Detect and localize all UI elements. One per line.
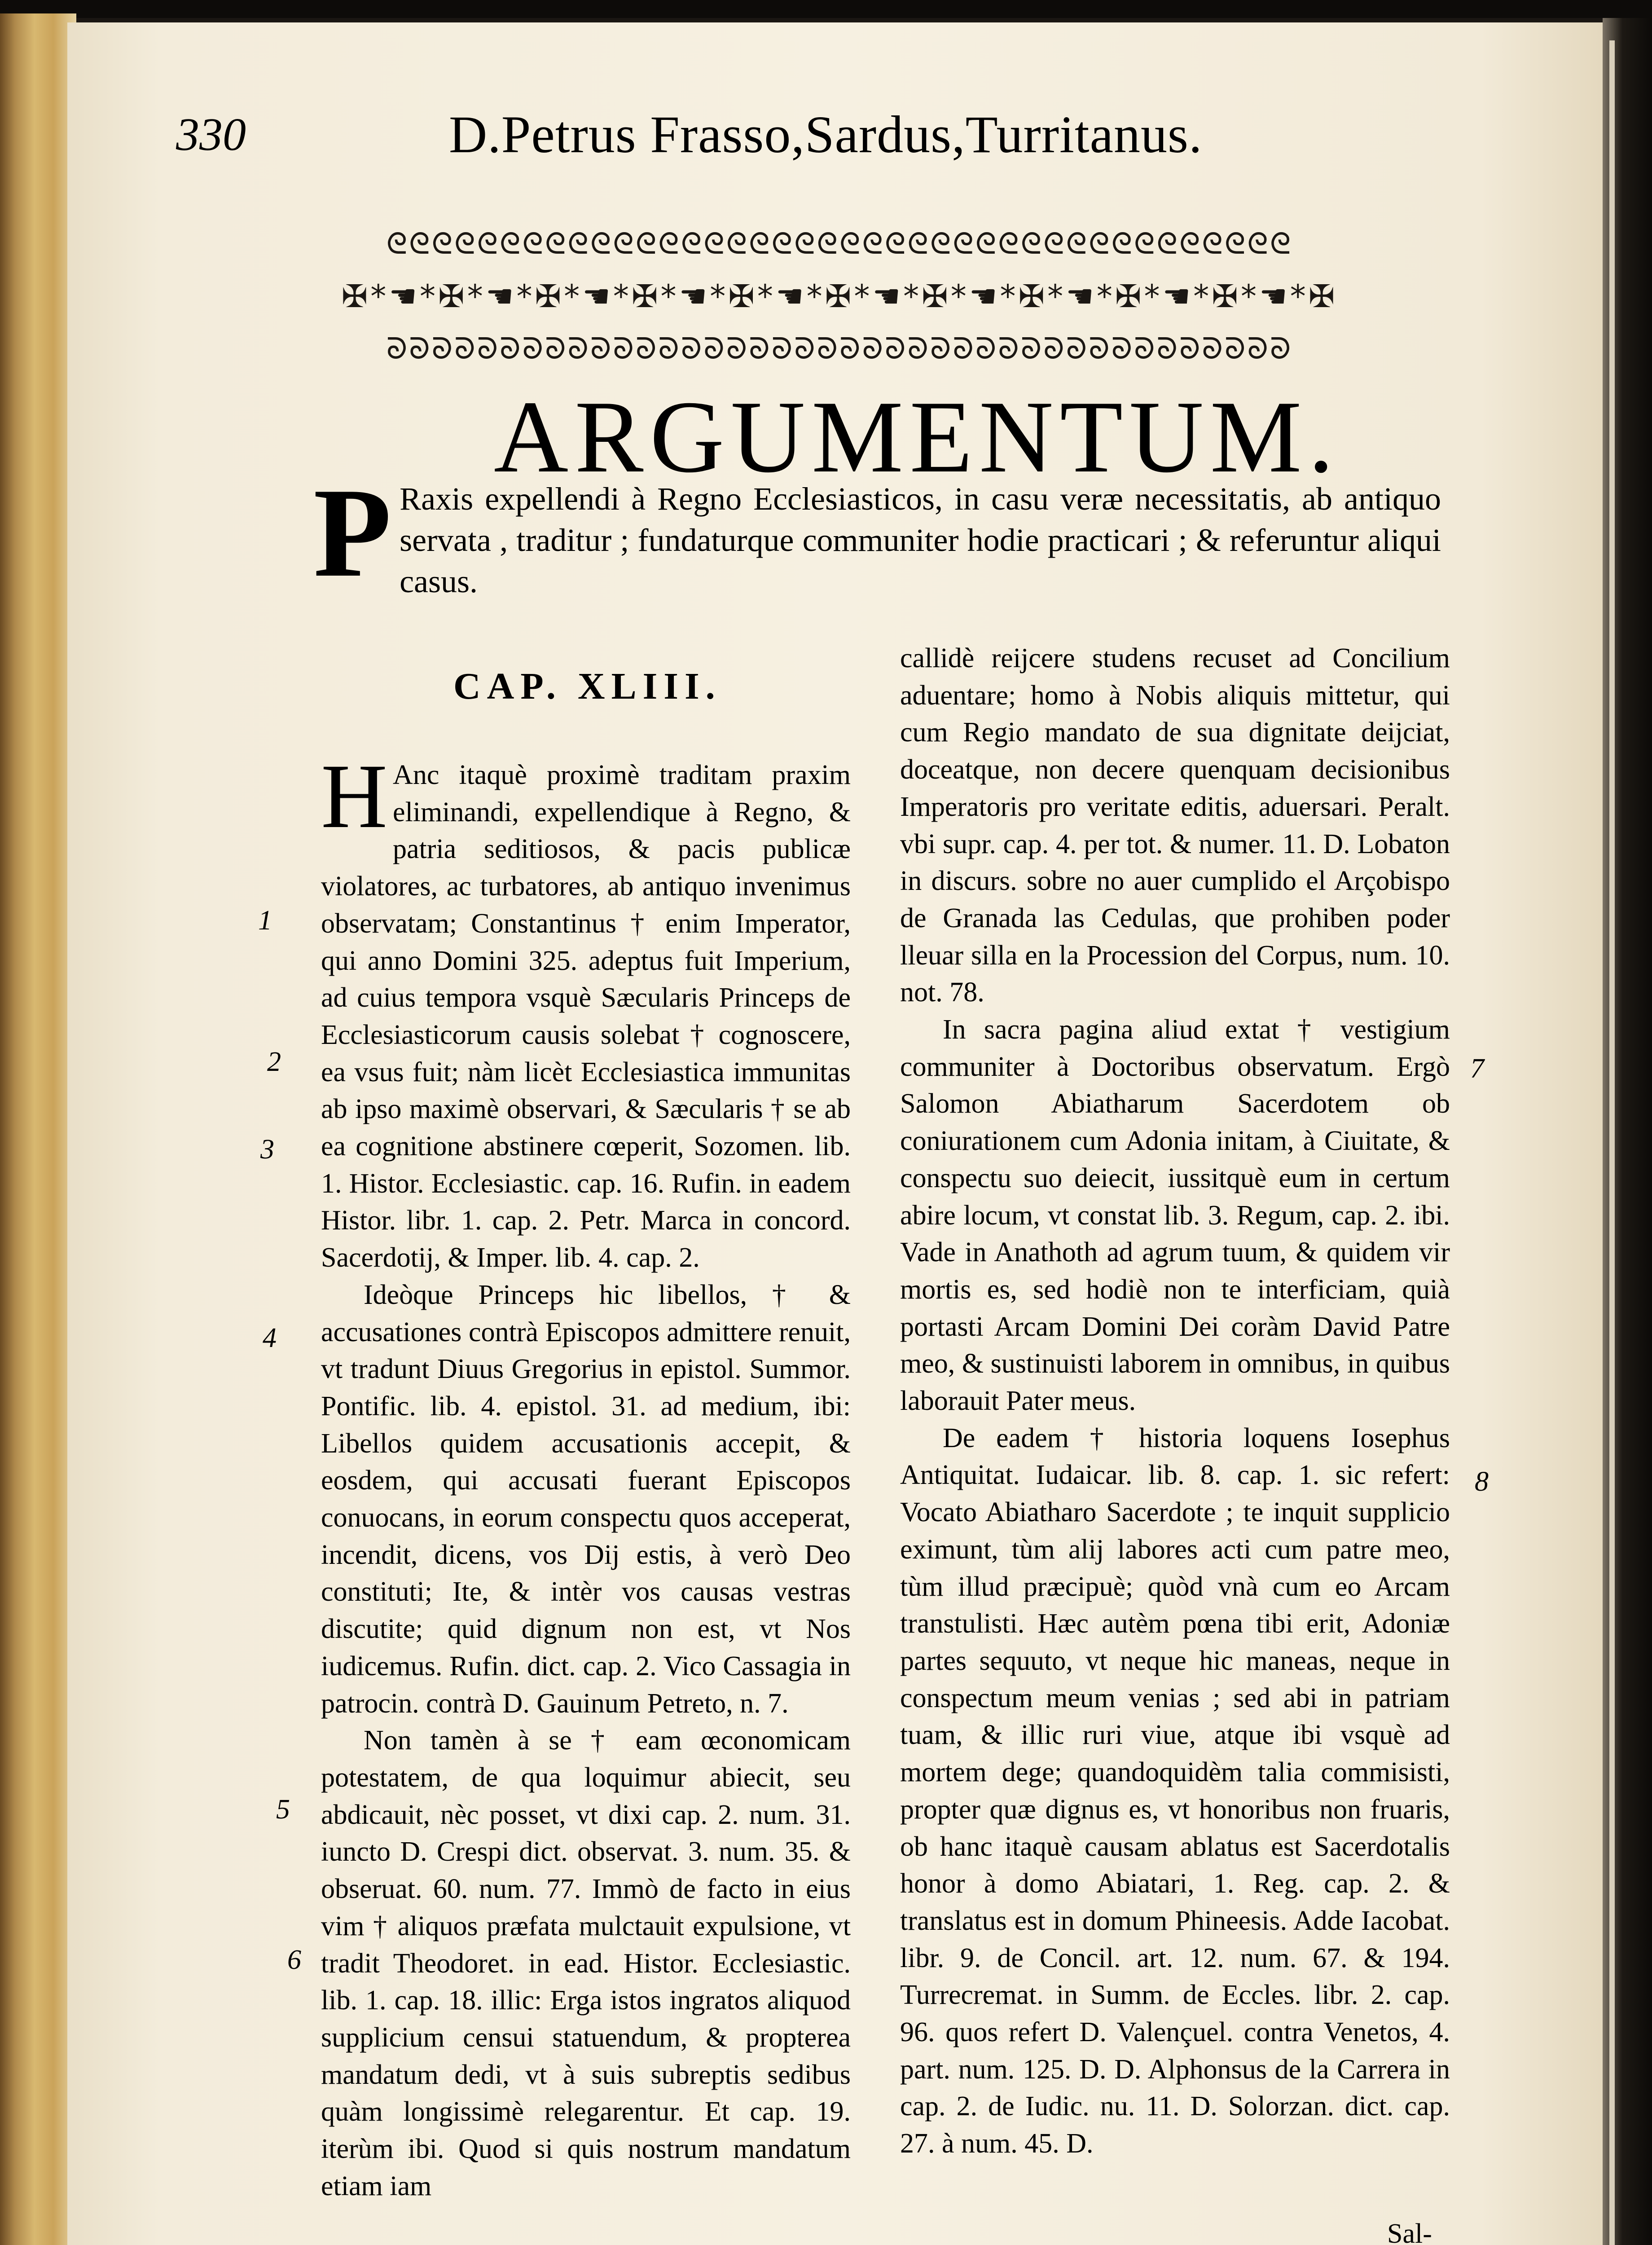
margin-number: 1: [258, 905, 272, 936]
argument-text: Raxis expellendi à Regno Ecclesiasticos, in casu veræ necessitatis, ab antiquo servata , traditur ; fundaturque communiter hodie practicari ; & referuntur aliqui casus.: [400, 481, 1441, 599]
ornament-row-middle: ✠*☚*✠*☚*✠*☚*✠*☚*✠*☚*✠*☚*✠*☚*✠*☚*✠*☚*✠*☚*✠: [341, 278, 1338, 315]
page-number: 330: [176, 109, 246, 160]
margin-number: 8: [1475, 1466, 1489, 1497]
right-paragraph-3: De eadem † historia loquens Iosephus Antiquitat. Iudaicar. lib. 8. cap. 1. sic refert: Vocato Abiatharo Sacerdote ; te inquit supplicio eximunt, tùm alij labores acti cum patre meo, tùm illud præcipuè; quòd vnà cum eo Arcam transtulisti. Hæc autèm pœna tibi erit, Adoniæ partes sequuto, vt neque hic maneas, neque in conspectum meum venias ; sed abi in patriam tuam, & illic ruri viue, atque ibi vsquè ad mortem dege; quandoquidèm talia commisisti, propter quæ dignus es, vt honoribus non fruaris, ob hanc itaquè causam ablatus est Sacerdotalis honor à domo Abiatari, 1. Reg. cap. 2. & translatus est in domum Phineesis. Adde Iacobat. libr. 9. de Concil. art. 12. num. 67. & 194. Turrecremat. in Summ. de Eccles. libr. 2. cap. 96. quos refert D. Valençuel. contra Venetos, 4. part. num. 125. D. D. Alphonsus de la Carrera in cap. 2. de Iudic. nu. 11. D. Solorzan. dict. cap. 27. à num. 45. D.: [900, 1422, 1450, 2159]
margin-number: 7: [1470, 1053, 1484, 1084]
argument-title: ARGUMENTUM.: [494, 379, 1340, 494]
printer-ornament-band: [242, 229, 1437, 364]
right-paragraph-1: callidè reijcere studens recuset ad Concilium aduentare; homo à Nobis aliquis mittetur, qui cum Regio mandato de sua dignitate deijciat, doceatque, non decere quenquam decisionibus Imperatoris pro veritate editis, aduersari. Peralt. vbi supr. cap. 4. per tot. & numer. 11. D. Lobaton in discurs. sobre no auer cumplido el Arçobispo de Granada las Cedulas, que prohiben poder lleuar silla en la Procession del Corpus, num. 10. not. 78.: [900, 643, 1450, 1008]
ornament-row-bottom: ᘐᘐᘐᘐᘐᘐᘐᘐᘐᘐᘐᘐᘐᘐᘐᘐᘐᘐᘐᘐᘐᘐᘐᘐᘐᘐᘐᘐᘐᘐᘐᘐᘐᘐᘐᘐᘐᘐᘐᘐ: [386, 331, 1293, 364]
left-paragraph-3: Non tamèn à se † eam œconomicam potestatem, de qua loquimur abiecit, seu abdicauit, nèc posset, vt dixi cap. 2. num. 31. iuncto D. Crespi dict. observat. 3. num. 35. & obseruat. 60. num. 77. Immò de facto in eius vim † aliquos præfata mulctauit expulsione, vt tradit Theodoret. in ead. Histor. Ecclesiastic. lib. 1. cap. 18. illic: Erga istos ingratos aliquod supplicium censui statuendum, & propterea mandatum dedi, vt à suis subreptis sedibus quàm longissimè relegarentur. Et cap. 19. iterùm ibi. Quod si quis nostrum mandatum etiam iam: [321, 1725, 851, 2201]
argument-drop-cap: P: [313, 462, 392, 603]
running-title: D.Petrus Frasso,Sardus,Turritanus.: [449, 105, 1203, 164]
margin-number: 5: [276, 1794, 290, 1825]
left-drop-cap: H: [321, 745, 388, 847]
argument-paragraph: [313, 462, 1441, 603]
margin-number: 6: [287, 1945, 301, 1975]
facing-page-edge: [1609, 40, 1615, 2245]
left-paragraph-2: Ideòque Princeps hic libellos, † & accusationes contrà Episcopos admittere renuit, vt tradunt Diuus Gregorius in epistol. Summor. Pontific. lib. 4. epistol. 31. ad medium, ibi: Libellos quidem accusationis accepit, & eosdem, qui accusati fuerant Episcopos conuocans, in eorum conspectu quos acceperat, incendit, dicens, vos Dij estis, à verò Deo constituti; Ite, & intèr vos causas vestras discutite; quid dignum non est, vt Nos iudicemus. Rufin. dict. cap. 2. Vico Cassagia in patrocin. contrà D. Gauinum Petreto, n. 7.: [321, 1279, 851, 1719]
chapter-heading: CAP. XLIII.: [453, 665, 721, 707]
right-column: [900, 640, 1450, 2162]
ornament-row-top: ᘓᘓᘓᘓᘓᘓᘓᘓᘓᘓᘓᘓᘓᘓᘓᘓᘓᘓᘓᘓᘓᘓᘓᘓᘓᘓᘓᘓᘓᘓᘓᘓᘓᘓᘓᘓᘓᘓᘓᘓ: [386, 229, 1293, 261]
margin-number: 2: [267, 1047, 281, 1077]
book-top-edge: [0, 0, 1652, 18]
catchword: Sal-: [1387, 2219, 1432, 2245]
left-column: [321, 745, 851, 2205]
right-paragraph-2: In sacra pagina aliud extat † vestigium communiter à Doctoribus observatum. Ergò Salomon Abiatharum Sacerdotem ob coniurationem cum Adonia initam, à Ciuitate, & conspectu suo deiecit, iussitquè eum in certum abire locum, vt constat lib. 3. Regum, cap. 2. ibi. Vade in Anathoth ad agrum tuum, & quidem vir mortis es, sed hodiè non te interficiam, quià portasti Arcam Domini Dei coràm David Patre meo, & sustinuisti laborem in omnibus, in quibus laborauit Pater meus.: [900, 1014, 1450, 1417]
left-paragraph-1: [321, 745, 851, 1277]
page-edge-stack: [0, 13, 76, 2245]
margin-number: 3: [260, 1134, 274, 1165]
left-paragraph-1-text: Anc itaquè proximè traditam praxim eliminandi, expellendique à Regno, & patria seditiosos, & pacis publicæ violatores, ac turbatores, ab antiquo invenimus observatam; Constantinus † enim Imperator, qui anno Domini 325. adeptus fuit Imperium, ad cuius tempora vsquè Sæcularis Princeps de Ecclesiasticorum causis solebat † cognoscere, ea vsus fuit; nàm licèt Ecclesiastica immunitas ab ipso maximè observari, & Sæcularis † se ab ea cognitione abstinere cœperit, Sozomen. lib. 1. Histor. Ecclesiastic. cap. 16. Rufin. in eadem Histor. libr. 1. cap. 2. Petr. Marca in concord. Sacerdotij, & Imper. lib. 4. cap. 2.: [321, 760, 851, 1273]
margin-number: 4: [263, 1323, 277, 1353]
